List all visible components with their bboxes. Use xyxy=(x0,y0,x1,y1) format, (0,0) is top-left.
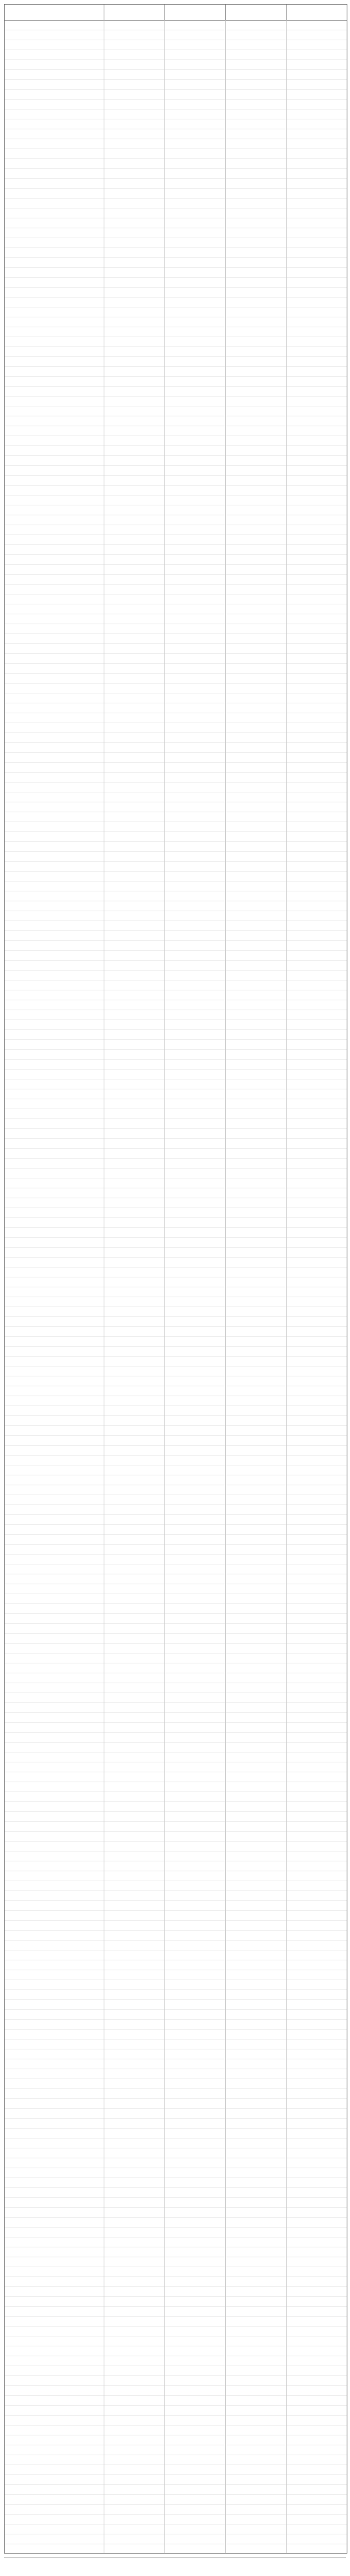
table-rows xyxy=(5,20,347,2553)
full-year-value-column-header xyxy=(225,5,287,20)
indicator-column-header xyxy=(5,5,104,20)
table-body xyxy=(5,20,347,2553)
column-divider xyxy=(286,20,287,2553)
column-divider xyxy=(225,20,226,2553)
december-value-column-header xyxy=(104,5,165,20)
table-footnote xyxy=(4,2558,346,2571)
statistics-table xyxy=(4,4,347,2554)
table-header xyxy=(5,5,347,21)
column-divider xyxy=(164,20,165,2553)
full-year-change-column-header xyxy=(286,5,347,20)
december-change-column-header xyxy=(164,5,226,20)
